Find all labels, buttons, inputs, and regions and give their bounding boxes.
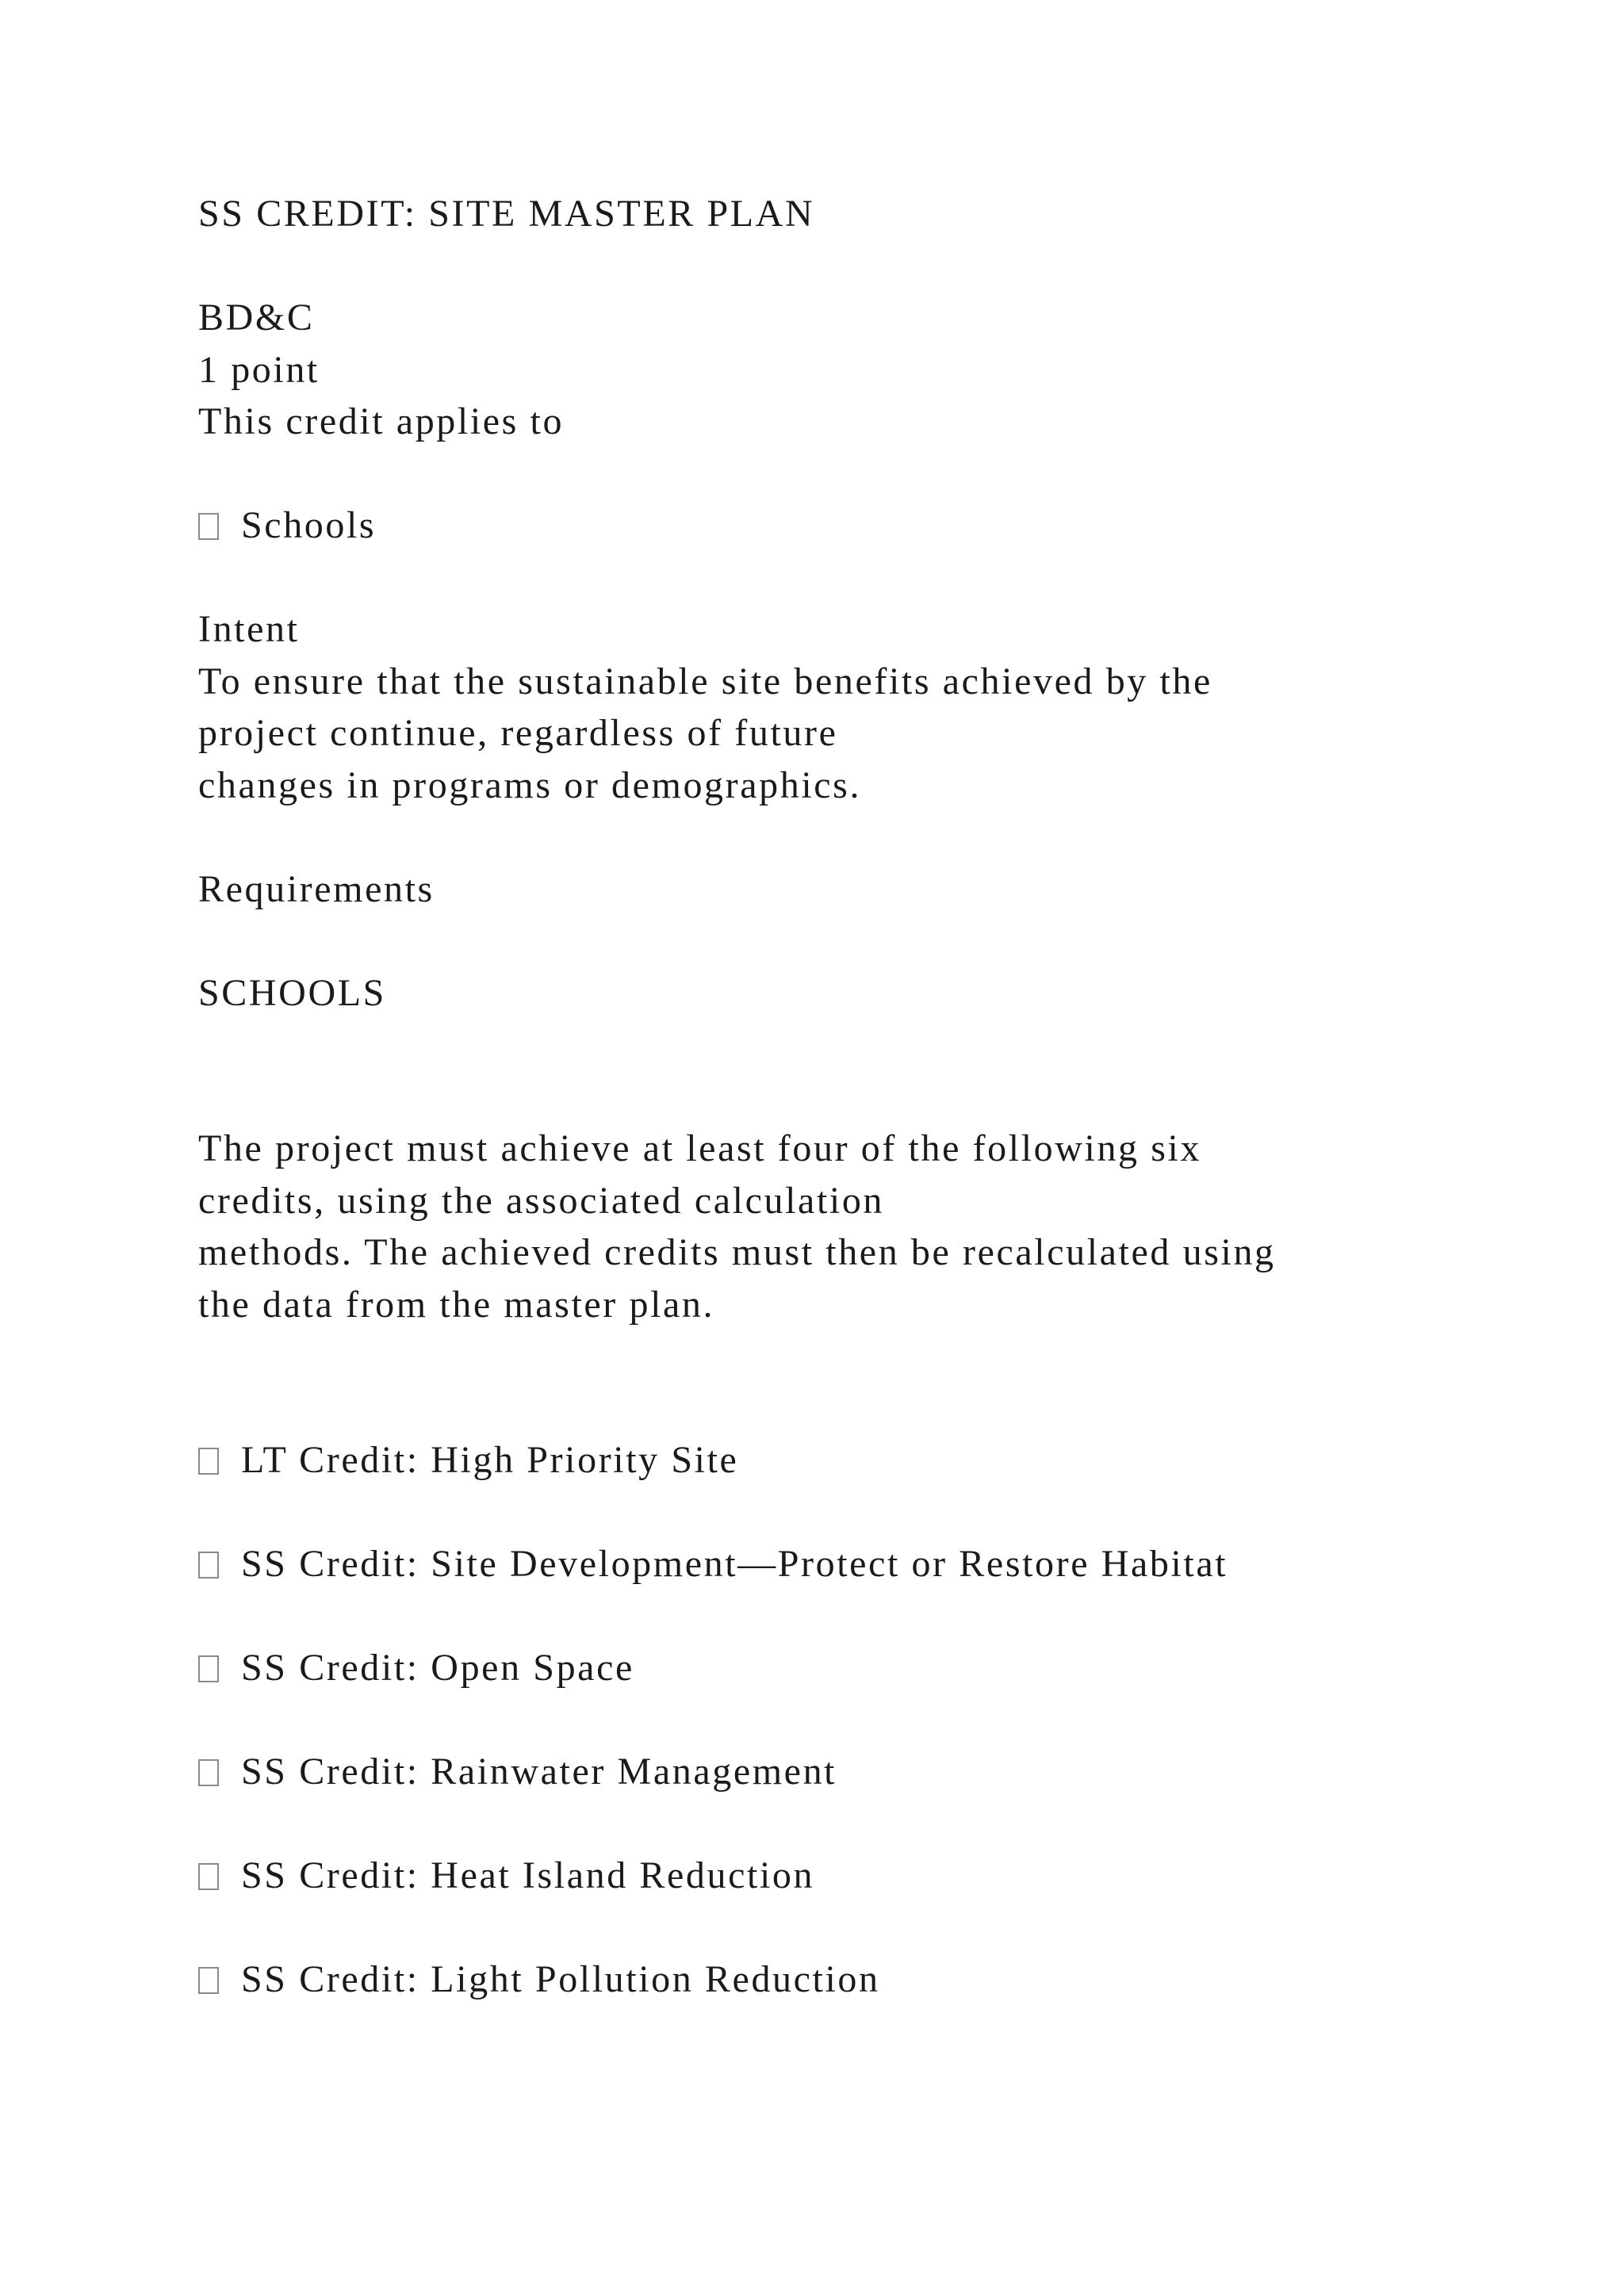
spacer — [198, 915, 1451, 967]
credit-item — [198, 1642, 1451, 1694]
applies-item — [198, 499, 1451, 552]
empty-box-icon — [198, 513, 219, 540]
credit-item-label: SS Credit: Heat Island Reduction — [241, 1854, 815, 1896]
credit-item-label: SS Credit: Light Pollution Reduction — [241, 1958, 880, 2000]
spacer — [198, 552, 1451, 604]
credit-item — [198, 1434, 1451, 1487]
applies-to-label: This credit applies to — [198, 400, 565, 442]
credit-item-label: SS Credit: Rainwater Management — [241, 1751, 837, 1793]
credit-item-label: LT Credit: High Priority Site — [241, 1439, 739, 1481]
spacer — [198, 1798, 1451, 1850]
intent-line: changes in programs or demographics. — [198, 763, 862, 806]
spacer — [198, 811, 1451, 863]
schools-heading: SCHOOLS — [198, 971, 386, 1014]
rating-system: BD&C — [198, 297, 315, 339]
requirement-line: methods. The achieved credits must then be recalculated using — [198, 1231, 1276, 1273]
spacer — [198, 1694, 1451, 1747]
credit-item — [198, 1538, 1451, 1590]
empty-box-icon — [198, 1863, 219, 1890]
empty-box-icon — [198, 1448, 219, 1475]
spacer — [198, 1330, 1451, 1434]
credit-title: SS CREDIT: SITE MASTER PLAN — [198, 193, 815, 235]
requirement-line: The project must achieve at least four of the following six — [198, 1127, 1202, 1169]
empty-box-icon — [198, 1759, 219, 1786]
intent-line: To ensure that the sustainable site benefits achieved by the — [198, 660, 1212, 702]
credit-item — [198, 1850, 1451, 1902]
empty-box-icon — [198, 1967, 219, 1994]
requirement-line: credits, using the associated calculation — [198, 1179, 885, 1222]
applies-item-label: Schools — [241, 504, 377, 546]
spacer — [198, 240, 1451, 293]
document-body — [198, 188, 1451, 2006]
credit-item — [198, 1954, 1451, 2006]
requirement-line: the data from the master plan. — [198, 1283, 715, 1326]
spacer — [198, 1487, 1451, 1539]
spacer — [198, 1590, 1451, 1643]
spacer — [198, 1019, 1451, 1123]
intent-line: project continue, regardless of future — [198, 712, 838, 754]
credit-item-label: SS Credit: Open Space — [241, 1647, 634, 1689]
credit-item — [198, 1746, 1451, 1798]
requirements-heading: Requirements — [198, 867, 435, 910]
intent-heading: Intent — [198, 608, 300, 650]
spacer — [198, 1902, 1451, 1954]
spacer — [198, 448, 1451, 500]
empty-box-icon — [198, 1655, 219, 1682]
empty-box-icon — [198, 1552, 219, 1578]
credit-item-label: SS Credit: Site Development—Protect or Restore Habitat — [241, 1543, 1228, 1585]
points-value: 1 point — [198, 348, 320, 391]
